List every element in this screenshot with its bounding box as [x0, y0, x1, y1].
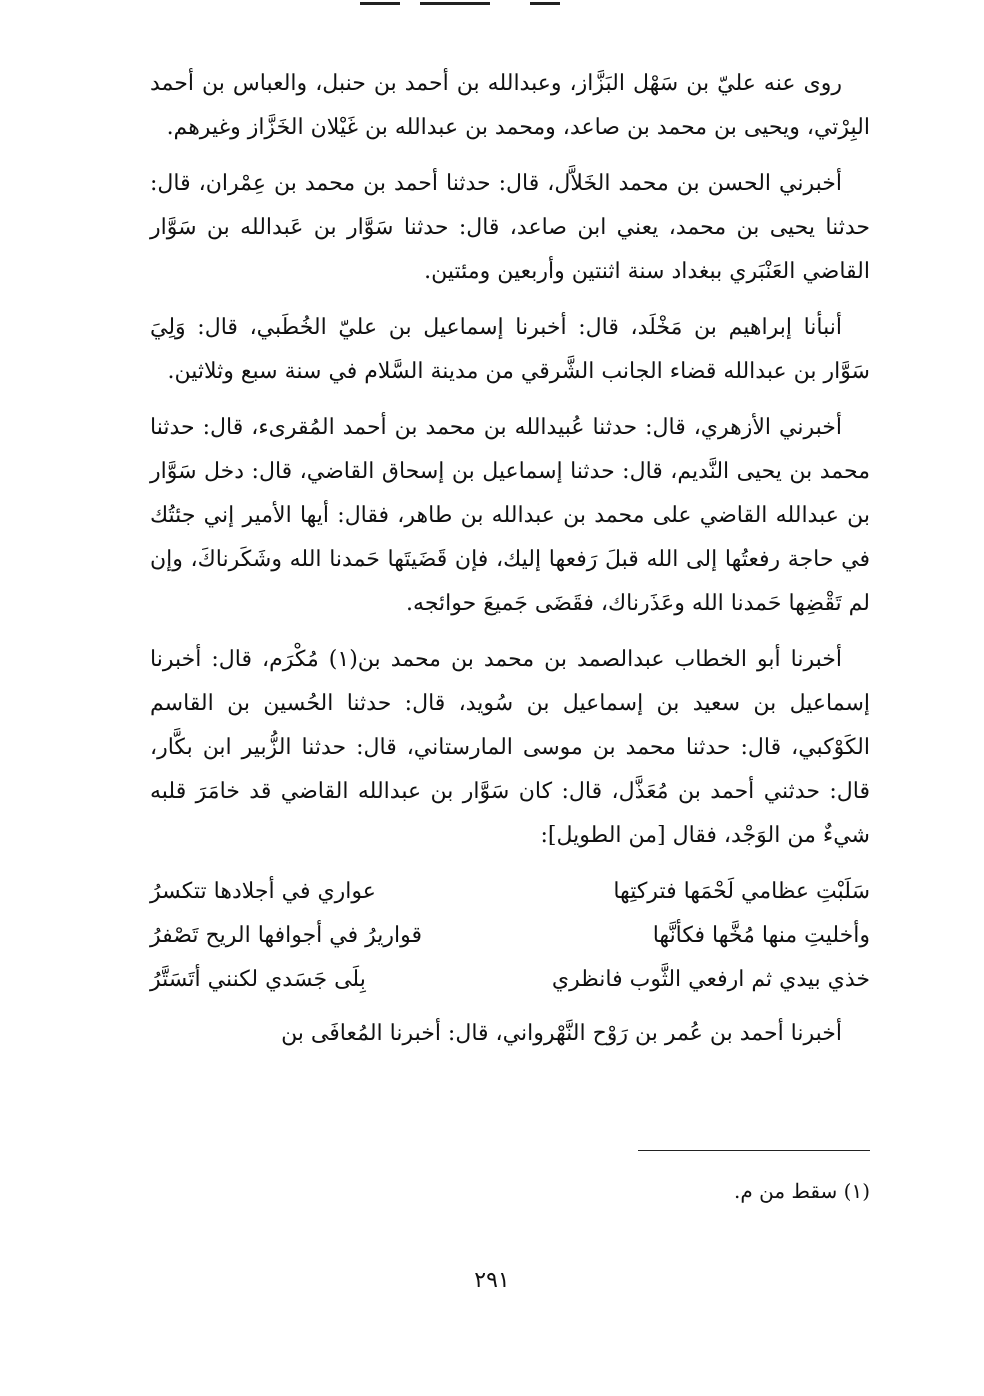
main-text	[150, 62, 870, 1068]
verse-first-hemistich: سَلَبْتِ عظامي لَحْمَها فتركتِها	[613, 879, 870, 904]
paragraph-1: روى عنه عليّ بن سَهْل البَزَّاز، وعبدالله بن أحمد بن حنبل، والعباس بن أحمد البِرْتي، ويحيى بن محمد بن صاعد، ومحمد بن عبدالله بن غَيْلان الخَزَّاز وغيرهم.	[150, 71, 870, 140]
paragraph-4: أخبرني الأزهري، قال: حدثنا عُبيدالله بن محمد بن أحمد المُقرىء، قال: حدثنا محمد بن يحيى النَّديم، قال: حدثنا إسماعيل بن إسحاق القاضي، قال: دخل سَوَّار بن عبدالله القاضي على محمد بن عبدالله بن طاهر، فقال: أيها الأمير إني جئتُك في حاجة رفعتُها إلى الله قبلَ رَفعها إليك، فإن قَضَيتَها حَمدنا الله وشَكَرناكَ، وإن لم تَقْضِها حَمدنا الله وعَذَرناك، فقَضَى جَميعَ حوائجه.	[150, 415, 870, 616]
footnote-divider	[638, 1150, 870, 1151]
verse-first-hemistich: وأخليتِ منها مُخَّها فكأنَّها	[652, 923, 870, 948]
paragraph-5: أخبرنا أبو الخطاب عبدالصمد بن محمد بن محمد بن(١) مُكْرَم، قال: أخبرنا إسماعيل بن سعيد بن إسماعيل بن سُويد، قال: حدثنا الحُسين بن القاسم الكَوْكبي، قال: حدثنا محمد بن موسى المارستاني، قال: حدثنا الزُّبير ابن بكَّار، قال: حدثني أحمد بن مُعَذَّل، قال: كان سَوَّار بن عبدالله القاضي قد خامَرَ قلبه شيءٌ من الوَجْد، فقال [من الطويل]:	[150, 647, 870, 848]
verse-first-hemistich: خذي بيدي ثم ارفعي الثَّوب فانظري	[551, 967, 870, 992]
verse-second-hemistich: بِلَى جَسَدي لكنني أتَسَتَّرُ	[150, 967, 366, 992]
verse-second-hemistich: قواريرُ في أجوافها الريح تَصْفرُ	[150, 923, 423, 948]
poem	[150, 870, 870, 1002]
page-number: ٢٩١	[474, 1268, 510, 1293]
footnote: (١) سقط من م.	[734, 1179, 870, 1203]
header-ink-marks	[340, 0, 590, 10]
verse-line	[150, 870, 870, 914]
verse-second-hemistich: عواري في أجلادها تتكسرُ	[150, 879, 376, 904]
verse-line	[150, 958, 870, 1002]
paragraph-6: أخبرنا أحمد بن عُمر بن رَوْح النَّهْرواني، قال: أخبرنا المُعافَى بن	[281, 1021, 842, 1046]
paragraph-2: أخبرني الحسن بن محمد الخَلاَّل، قال: حدثنا أحمد بن محمد بن عِمْران، قال: حدثنا يحيى بن محمد، يعني ابن صاعد، قال: حدثنا سَوَّار بن عَبدالله بن سَوَّار القاضي العَنْبَري ببغداد سنة اثنتين وأربعين ومئتين.	[150, 171, 870, 284]
verse-line	[150, 914, 870, 958]
paragraph-3: أنبأنا إبراهيم بن مَخْلَد، قال: أخبرنا إسماعيل بن عليّ الخُطَبي، قال: وَلِيَ سَوَّار بن عبدالله قضاء الجانب الشَّرقي من مدينة السَّلام في سنة سبع وثلاثين.	[150, 315, 870, 384]
